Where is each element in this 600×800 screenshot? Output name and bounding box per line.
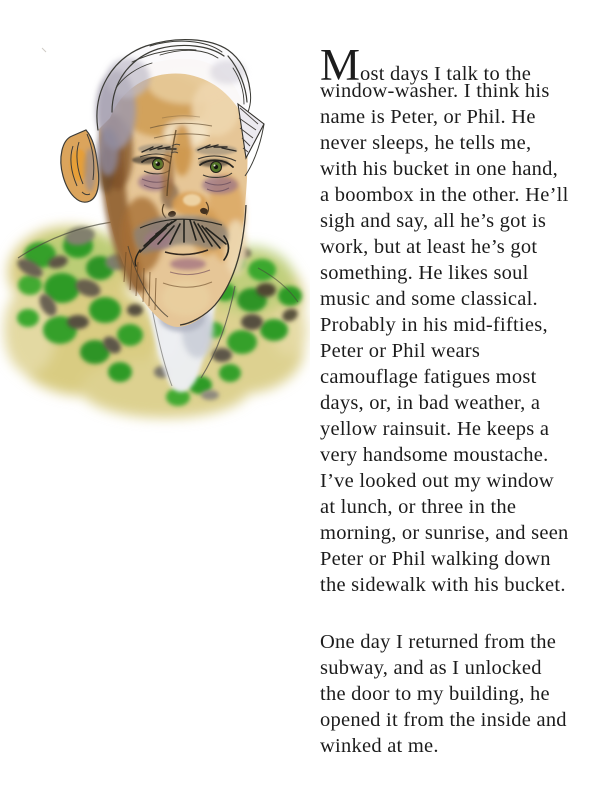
text-line: winked at me. xyxy=(320,735,439,757)
text-line: the sidewalk with his bucket. xyxy=(320,574,566,596)
first-line-text: ost days I talk to the xyxy=(360,63,532,85)
paragraph-1-lines xyxy=(320,78,598,598)
drop-cap: M xyxy=(320,40,361,90)
text-line: work, but at least he’s got xyxy=(320,236,538,258)
text-line: Peter or Phil walking down xyxy=(320,548,551,570)
text-line: a boombox in the other. He’ll xyxy=(320,184,569,206)
text-line: I’ve looked out my window xyxy=(320,470,554,492)
text-line: at lunch, or three in the xyxy=(320,496,517,518)
text-line: window-washer. I think his xyxy=(320,80,550,102)
text-line: opened it from the inside and xyxy=(320,709,567,731)
story-text xyxy=(320,40,598,759)
paper-speck xyxy=(42,48,46,52)
text-line: subway, and as I unlocked xyxy=(320,657,542,679)
portrait-svg xyxy=(0,0,310,470)
first-line xyxy=(320,40,598,90)
text-line: the door to my building, he xyxy=(320,683,550,705)
portrait-illustration xyxy=(0,0,310,470)
text-line: music and some classical. xyxy=(320,288,538,310)
text-line: yellow rainsuit. He keeps a xyxy=(320,418,550,440)
text-line: morning, or sunrise, and seen xyxy=(320,522,569,544)
text-line: Probably in his mid-fifties, xyxy=(320,314,548,336)
text-line: never sleeps, he tells me, xyxy=(320,132,532,154)
text-line: days, or, in bad weather, a xyxy=(320,392,541,414)
text-line: very handsome moustache. xyxy=(320,444,549,466)
text-line: Peter or Phil wears xyxy=(320,340,481,362)
text-line: One day I returned from the xyxy=(320,631,557,653)
text-line: with his bucket in one hand, xyxy=(320,158,559,180)
paragraph-1 xyxy=(320,40,598,598)
left-ear xyxy=(61,130,99,202)
text-line: sigh and say, all he’s got is xyxy=(320,210,547,232)
paragraph-2 xyxy=(320,629,598,759)
text-line: camouflage fatigues most xyxy=(320,366,537,388)
text-line: name is Peter, or Phil. He xyxy=(320,106,536,128)
text-line: something. He likes soul xyxy=(320,262,529,284)
